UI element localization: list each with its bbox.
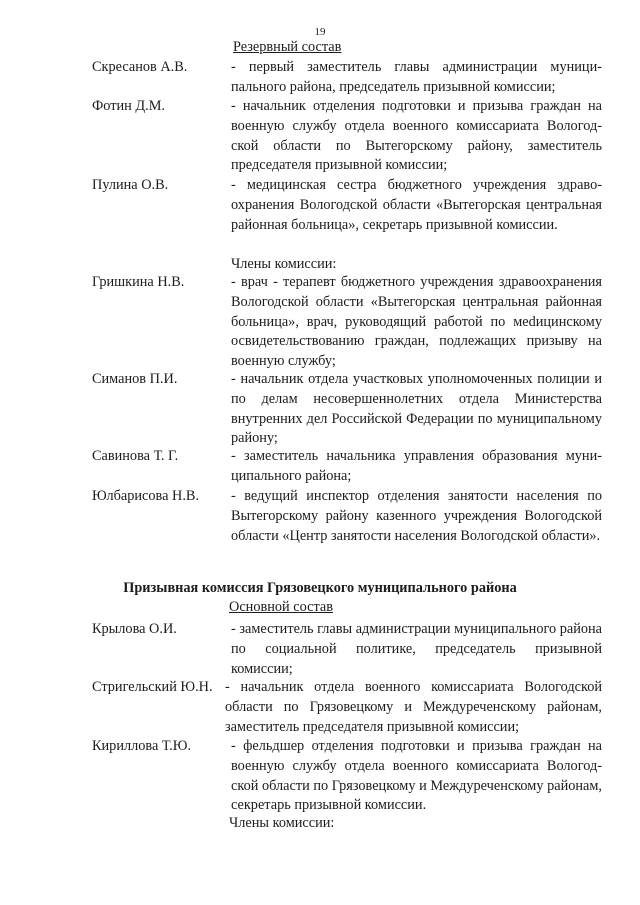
member-role: - врач - терапевт бюджетного учреждения здравоохранения Вологодской области «Вытегорская центральная районная больница», врач, руководящий работой по меdицинскому освидетельствованию граждан, подлежащих призыву на военную службу; [231,274,602,370]
member-role: - фельдшер отделения подготовки и призыва граждан на военную службу отдела военного комиссариата Вологодской области по Грязовецкому и Междуреченскому районам, секретарь призывной комиссии. [231,738,602,814]
member-role: - медицинская сестра бюджетного учреждения здравоохранения Вологодской области «Вытегорская центральная районная больница», секретарь призывной комиссии. [231,177,602,233]
member-entry [92,273,604,372]
member-name: Фотин Д.М. [92,98,165,114]
main-composition-heading: Основной состав [229,599,333,615]
member-entry [92,487,604,546]
member-name: Юлбарисова Н.В. [92,488,200,504]
member-role: - ведущий инспектор отделения занятости населения по Вытегорскому району казенного учреждения Вологодской области «Центр занятости населения Вологодской области». [231,488,602,544]
member-name: Скресанов А.В. [92,59,188,75]
member-role: - начальник отделения подготовки и призыва граждан на военную службу отдела военного комиссариата Вологодской области по Вытегорскому району, заместитель председателя призывной комиссии; [231,98,602,174]
member-name: Пулина О.В. [92,177,169,193]
page-number: 19 [314,26,326,38]
section-title: Призывная комиссия Грязовецкого муниципального района [123,580,517,596]
member-role: - первый заместитель главы администрации муниципального района, председатель призывной комиссии; [231,59,602,95]
member-name: Крылова О.И. [92,621,177,637]
member-entry [92,620,604,679]
member-name: Кириллова Т.Ю. [92,738,192,754]
member-entry [92,58,604,98]
member-entry [92,370,604,449]
member-entry [92,447,604,487]
member-entry [92,678,604,737]
member-name: Симанов П.И. [92,371,178,387]
member-role: - начальник отдела участковых уполномоченных полиции и по делам несовершеннолетних отдела Министерства внутренних дел Российской Федерации по муниципальному району; [231,371,602,447]
commission-members-heading: Члены комиссии: [229,815,335,831]
member-role: - заместитель главы администрации муниципального района по социальной политике, председатель призывной комиссии; [231,621,602,677]
reserve-composition-heading: Резервный состав [233,39,342,55]
member-entry [92,97,604,176]
member-entry [92,737,604,816]
member-name: Гришкина Н.В. [92,274,185,290]
commission-members-heading: Члены комиссии: [231,256,337,272]
member-name: Савинова Т. Г. [92,448,179,464]
member-name: Стригельский Ю.Н. [92,679,213,695]
member-role: - заместитель начальника управления образования муниципального района; [231,448,602,484]
member-entry [92,176,604,235]
member-role: - начальник отдела военного комиссариата Вологодской области по Грязовецкому и Междуреченскому районам, заместитель председателя призывной комиссии; [225,679,602,735]
